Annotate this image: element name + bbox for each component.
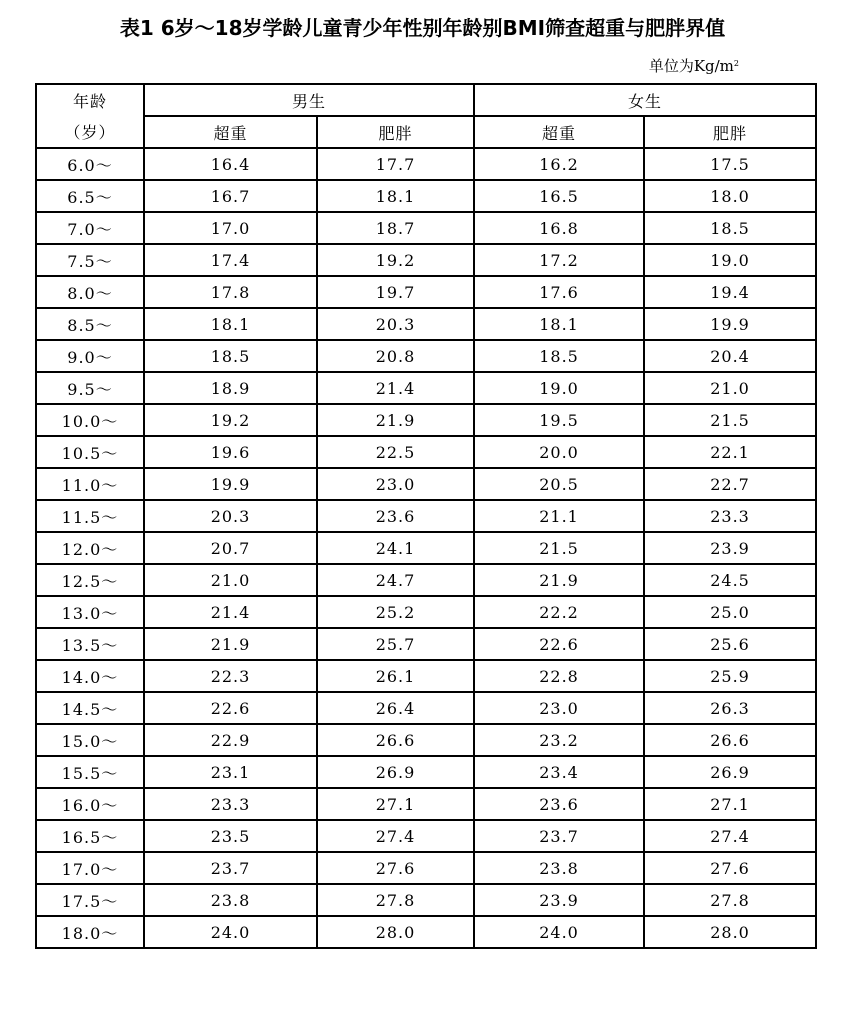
male-overweight-cell: 18.5	[144, 340, 317, 372]
female-obese-cell: 25.9	[644, 660, 816, 692]
table-row	[36, 372, 816, 404]
male-obese-cell: 27.4	[317, 820, 474, 852]
male-obese-cell: 25.2	[317, 596, 474, 628]
male-overweight-cell: 21.4	[144, 596, 317, 628]
table-row	[36, 596, 816, 628]
female-obese-cell: 26.6	[644, 724, 816, 756]
table-row	[36, 244, 816, 276]
male-overweight-cell: 20.3	[144, 500, 317, 532]
female-overweight-cell: 22.2	[474, 596, 644, 628]
female-obese-cell: 22.1	[644, 436, 816, 468]
female-obese-cell: 27.8	[644, 884, 816, 916]
male-overweight-cell: 21.0	[144, 564, 317, 596]
female-overweight-cell: 17.6	[474, 276, 644, 308]
header-male-obese: 肥胖	[317, 116, 474, 148]
male-obese-cell: 19.7	[317, 276, 474, 308]
header-row-2	[36, 116, 816, 148]
header-female: 女生	[474, 84, 816, 116]
table-row	[36, 436, 816, 468]
header-row-1	[36, 84, 816, 116]
female-overweight-cell: 19.0	[474, 372, 644, 404]
table-row	[36, 340, 816, 372]
male-obese-cell: 23.6	[317, 500, 474, 532]
female-obese-cell: 22.7	[644, 468, 816, 500]
age-cell: 6.5～	[36, 180, 144, 212]
table-row	[36, 628, 816, 660]
age-cell: 12.0～	[36, 532, 144, 564]
female-obese-cell: 24.5	[644, 564, 816, 596]
header-age-top: 年龄	[36, 84, 144, 116]
age-cell: 14.5～	[36, 692, 144, 724]
female-overweight-cell: 16.8	[474, 212, 644, 244]
age-cell: 8.5～	[36, 308, 144, 340]
male-obese-cell: 19.2	[317, 244, 474, 276]
table-row	[36, 916, 816, 948]
male-overweight-cell: 19.6	[144, 436, 317, 468]
male-overweight-cell: 17.8	[144, 276, 317, 308]
age-cell: 10.5～	[36, 436, 144, 468]
table-body	[36, 148, 816, 948]
female-obese-cell: 19.4	[644, 276, 816, 308]
female-overweight-cell: 24.0	[474, 916, 644, 948]
table-row	[36, 852, 816, 884]
age-cell: 7.0～	[36, 212, 144, 244]
age-cell: 6.0～	[36, 148, 144, 180]
table-row	[36, 148, 816, 180]
table-row	[36, 564, 816, 596]
female-overweight-cell: 23.9	[474, 884, 644, 916]
male-obese-cell: 18.1	[317, 180, 474, 212]
female-overweight-cell: 23.7	[474, 820, 644, 852]
table-row	[36, 660, 816, 692]
male-overweight-cell: 16.7	[144, 180, 317, 212]
age-cell: 9.0～	[36, 340, 144, 372]
female-overweight-cell: 18.1	[474, 308, 644, 340]
age-cell: 13.5～	[36, 628, 144, 660]
male-obese-cell: 27.6	[317, 852, 474, 884]
age-cell: 16.5～	[36, 820, 144, 852]
female-overweight-cell: 23.2	[474, 724, 644, 756]
female-overweight-cell: 23.4	[474, 756, 644, 788]
age-cell: 11.0～	[36, 468, 144, 500]
male-overweight-cell: 22.6	[144, 692, 317, 724]
age-cell: 17.0～	[36, 852, 144, 884]
female-obese-cell: 23.9	[644, 532, 816, 564]
header-female-obese: 肥胖	[644, 116, 816, 148]
male-obese-cell: 24.7	[317, 564, 474, 596]
female-overweight-cell: 21.5	[474, 532, 644, 564]
bmi-table	[35, 83, 817, 949]
age-cell: 17.5～	[36, 884, 144, 916]
female-obese-cell: 19.0	[644, 244, 816, 276]
male-overweight-cell: 23.3	[144, 788, 317, 820]
female-overweight-cell: 23.6	[474, 788, 644, 820]
table-row	[36, 532, 816, 564]
table-row	[36, 756, 816, 788]
document-title: 表1 6岁～18岁学龄儿童青少年性别年龄别BMI筛查超重与肥胖界值	[119, 16, 726, 40]
unit-text: 单位为Kg/m	[648, 57, 734, 75]
table-row	[36, 404, 816, 436]
male-obese-cell: 20.8	[317, 340, 474, 372]
age-cell: 8.0～	[36, 276, 144, 308]
male-overweight-cell: 23.1	[144, 756, 317, 788]
table-row	[36, 180, 816, 212]
male-overweight-cell: 19.9	[144, 468, 317, 500]
male-overweight-cell: 22.3	[144, 660, 317, 692]
female-obese-cell: 21.0	[644, 372, 816, 404]
age-cell: 15.0～	[36, 724, 144, 756]
male-obese-cell: 23.0	[317, 468, 474, 500]
male-obese-cell: 20.3	[317, 308, 474, 340]
table-row	[36, 212, 816, 244]
male-obese-cell: 21.4	[317, 372, 474, 404]
male-overweight-cell: 17.0	[144, 212, 317, 244]
age-cell: 15.5～	[36, 756, 144, 788]
female-obese-cell: 26.9	[644, 756, 816, 788]
male-obese-cell: 28.0	[317, 916, 474, 948]
header-male: 男生	[144, 84, 474, 116]
table-row	[36, 308, 816, 340]
header-female-overweight: 超重	[474, 116, 644, 148]
male-overweight-cell: 19.2	[144, 404, 317, 436]
female-overweight-cell: 16.5	[474, 180, 644, 212]
table-row	[36, 724, 816, 756]
male-overweight-cell: 23.7	[144, 852, 317, 884]
male-overweight-cell: 23.5	[144, 820, 317, 852]
male-obese-cell: 18.7	[317, 212, 474, 244]
age-cell: 14.0～	[36, 660, 144, 692]
female-obese-cell: 27.6	[644, 852, 816, 884]
header-age-bottom: （岁）	[36, 116, 144, 148]
female-overweight-cell: 16.2	[474, 148, 644, 180]
female-overweight-cell: 22.8	[474, 660, 644, 692]
female-obese-cell: 17.5	[644, 148, 816, 180]
female-obese-cell: 23.3	[644, 500, 816, 532]
male-obese-cell: 26.4	[317, 692, 474, 724]
male-obese-cell: 26.9	[317, 756, 474, 788]
male-overweight-cell: 22.9	[144, 724, 317, 756]
table-row	[36, 468, 816, 500]
male-obese-cell: 25.7	[317, 628, 474, 660]
male-obese-cell: 21.9	[317, 404, 474, 436]
age-cell: 7.5～	[36, 244, 144, 276]
female-obese-cell: 21.5	[644, 404, 816, 436]
female-obese-cell: 25.0	[644, 596, 816, 628]
header-male-overweight: 超重	[144, 116, 317, 148]
female-overweight-cell: 18.5	[474, 340, 644, 372]
female-obese-cell: 19.9	[644, 308, 816, 340]
female-obese-cell: 20.4	[644, 340, 816, 372]
female-overweight-cell: 23.0	[474, 692, 644, 724]
male-obese-cell: 27.1	[317, 788, 474, 820]
male-obese-cell: 17.7	[317, 148, 474, 180]
unit-label	[649, 56, 739, 76]
male-overweight-cell: 18.1	[144, 308, 317, 340]
age-cell: 11.5～	[36, 500, 144, 532]
table-row	[36, 820, 816, 852]
male-overweight-cell: 20.7	[144, 532, 317, 564]
female-overweight-cell: 20.5	[474, 468, 644, 500]
female-obese-cell: 18.5	[644, 212, 816, 244]
male-overweight-cell: 17.4	[144, 244, 317, 276]
female-obese-cell: 18.0	[644, 180, 816, 212]
table-row	[36, 692, 816, 724]
table-row	[36, 276, 816, 308]
female-obese-cell: 27.4	[644, 820, 816, 852]
female-overweight-cell: 21.1	[474, 500, 644, 532]
unit-superscript: 2	[733, 59, 739, 68]
male-overweight-cell: 16.4	[144, 148, 317, 180]
table-row	[36, 884, 816, 916]
female-overweight-cell: 20.0	[474, 436, 644, 468]
female-overweight-cell: 17.2	[474, 244, 644, 276]
male-obese-cell: 26.6	[317, 724, 474, 756]
male-obese-cell: 22.5	[317, 436, 474, 468]
male-obese-cell: 24.1	[317, 532, 474, 564]
table-row	[36, 788, 816, 820]
female-obese-cell: 27.1	[644, 788, 816, 820]
male-overweight-cell: 21.9	[144, 628, 317, 660]
age-cell: 18.0～	[36, 916, 144, 948]
age-cell: 12.5～	[36, 564, 144, 596]
female-obese-cell: 26.3	[644, 692, 816, 724]
age-cell: 10.0～	[36, 404, 144, 436]
male-overweight-cell: 18.9	[144, 372, 317, 404]
female-overweight-cell: 22.6	[474, 628, 644, 660]
age-cell: 9.5～	[36, 372, 144, 404]
male-obese-cell: 27.8	[317, 884, 474, 916]
male-overweight-cell: 23.8	[144, 884, 317, 916]
table-row	[36, 500, 816, 532]
female-obese-cell: 28.0	[644, 916, 816, 948]
age-cell: 13.0～	[36, 596, 144, 628]
male-overweight-cell: 24.0	[144, 916, 317, 948]
female-overweight-cell: 21.9	[474, 564, 644, 596]
female-overweight-cell: 23.8	[474, 852, 644, 884]
male-obese-cell: 26.1	[317, 660, 474, 692]
female-obese-cell: 25.6	[644, 628, 816, 660]
age-cell: 16.0～	[36, 788, 144, 820]
female-overweight-cell: 19.5	[474, 404, 644, 436]
